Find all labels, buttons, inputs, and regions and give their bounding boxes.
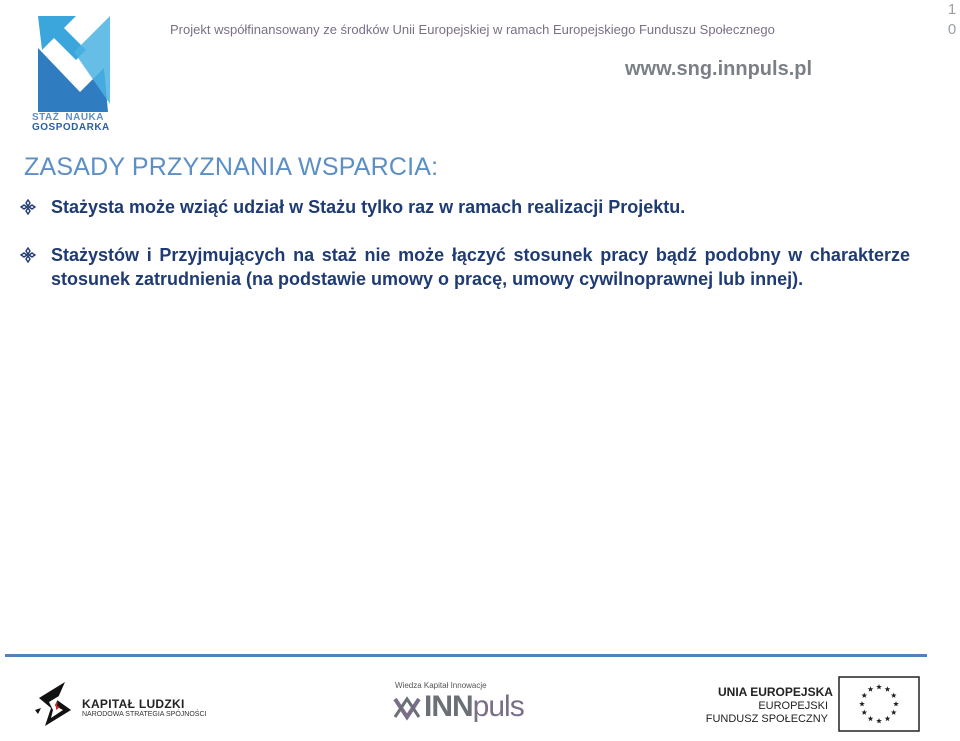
logo-word-staz: STAŻ bbox=[32, 112, 60, 123]
diamond-bullet-icon bbox=[20, 247, 36, 263]
innpuls-logo-text bbox=[424, 690, 524, 724]
list-item bbox=[20, 195, 910, 219]
innpuls-puls: puls bbox=[472, 690, 524, 723]
bullet-text: Stażysta może wziąć udział w Stażu tylko raz w ramach realizacji Projektu. bbox=[51, 197, 686, 217]
page-title: ZASADY PRZYZNANIA WSPARCIA: bbox=[24, 153, 439, 181]
kapital-ludzki-subtitle: NARODOWA STRATEGIA SPÓJNOŚCI bbox=[82, 711, 207, 718]
kapital-ludzki-title: KAPITAŁ LUDZKI bbox=[82, 697, 185, 711]
logo-word-nauka: NAUKA bbox=[65, 112, 104, 123]
footer-divider bbox=[5, 654, 927, 657]
eu-label-line2: EUROPEJSKI bbox=[758, 700, 828, 712]
website-url[interactable]: www.sng.innpuls.pl bbox=[625, 58, 813, 80]
logo-word-gospodarka: GOSPODARKA bbox=[32, 122, 110, 133]
logo-wordmark bbox=[32, 113, 112, 133]
diamond-bullet-icon bbox=[20, 199, 36, 215]
eu-label-line3: FUNDUSZ SPOŁECZNY bbox=[705, 713, 828, 725]
page-number-digit: 1 bbox=[947, 1, 957, 18]
eu-label-line1: UNIA EUROPEJSKA bbox=[718, 685, 833, 699]
innpuls-mark-icon bbox=[393, 693, 421, 723]
bullet-text: Stażystów i Przyjmujących na staż nie może łączyć stosunek pracy bądź podobny w charakterze stosunek zatrudnienia (na podstawie umowy o pracę, umowy cywilnoprawnej lub innej). bbox=[51, 245, 910, 289]
list-item bbox=[20, 243, 910, 291]
staz-nauka-gospodarka-logo-icon bbox=[30, 12, 112, 112]
page-number bbox=[945, 0, 959, 40]
cofinancing-note: Projekt współfinansowany ze środków Unii Europejskiej w ramach Europejskiego Funduszu Społecznego bbox=[170, 22, 775, 37]
innpuls-inn: INN bbox=[424, 690, 473, 723]
eu-flag-icon bbox=[838, 676, 920, 732]
kapital-ludzki-logo-icon bbox=[35, 680, 75, 728]
page-number-digit: 0 bbox=[947, 21, 957, 38]
innpuls-tagline: Wiedza Kapitał Innowacje bbox=[395, 681, 487, 690]
